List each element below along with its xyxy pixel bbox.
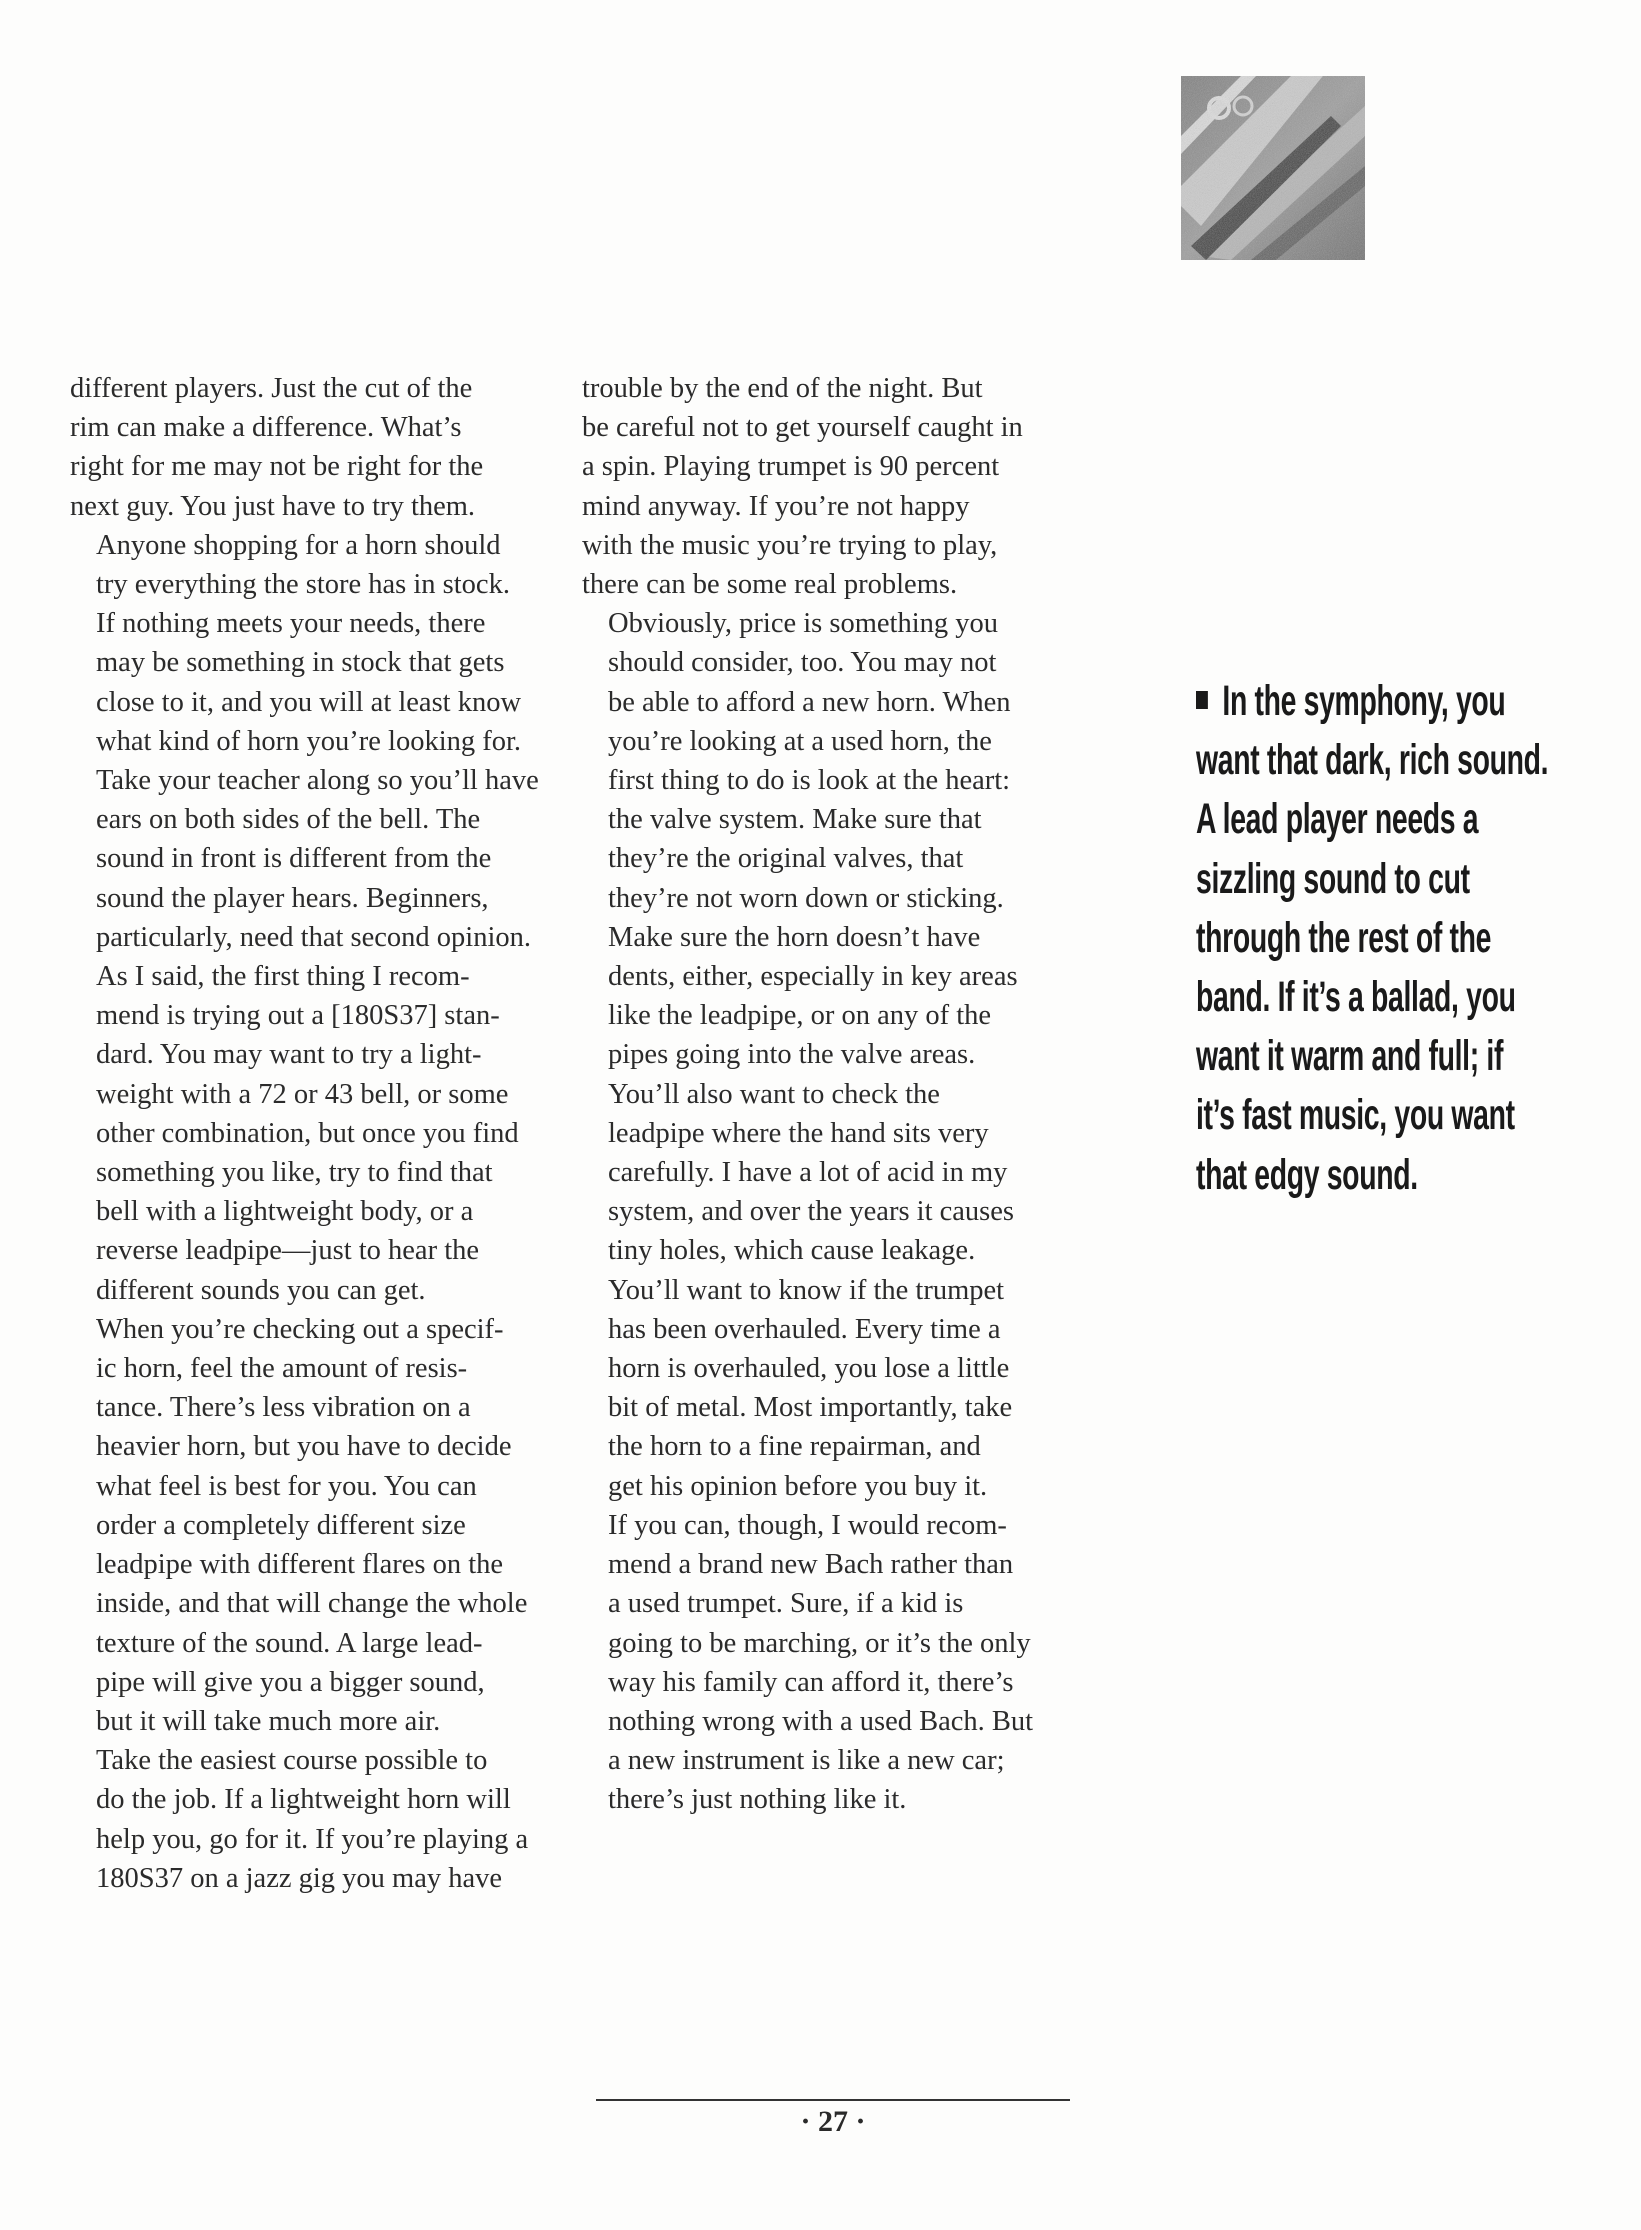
middle-text-column (582, 369, 1072, 1820)
text-line: tance. There’s less vibration on a (96, 1392, 471, 1424)
text-line: sound in front is different from the (96, 843, 492, 875)
text-line: You’ll want to know if the trumpet (608, 1274, 1005, 1306)
text-line: particularly, need that second opinion. (96, 921, 532, 953)
paragraph (582, 1075, 1072, 1506)
pull-quote-line: it’s fast music, you want (1196, 1091, 1515, 1140)
pull-quote-line (1196, 672, 1506, 731)
pull-quote-line: sizzling sound to cut (1196, 854, 1470, 903)
text-line: the valve system. Make sure that (608, 804, 982, 836)
text-line: help you, go for it. If you’re playing a (96, 1823, 529, 1855)
text-line: order a completely different size (96, 1509, 466, 1541)
text-line: inside, and that will change the whole (96, 1588, 528, 1620)
text-line: get his opinion before you buy it. (608, 1470, 988, 1502)
text-line: Take the easiest course possible to (96, 1745, 488, 1777)
paragraph (582, 604, 1072, 1074)
page-number: · 27 · (800, 2105, 866, 2138)
text-line: Anyone shopping for a horn should (96, 529, 501, 561)
text-line: going to be marching, or it’s the only (608, 1627, 1031, 1659)
text-line: do the job. If a lightweight horn will (96, 1784, 511, 1816)
text-line: dents, either, especially in key areas (608, 961, 1018, 993)
text-line: mend a brand new Bach rather than (608, 1549, 1014, 1581)
text-line: weight with a 72 or 43 bell, or some (96, 1078, 509, 1110)
paragraph (70, 1741, 560, 1898)
text-line: there can be some real problems. (582, 569, 958, 601)
text-line: like the leadpipe, or on any of the (608, 1000, 992, 1032)
pull-quote-line: that edgy sound. (1196, 1150, 1418, 1199)
pull-quote-line: A lead player needs a (1196, 795, 1479, 844)
text-line: As I said, the first thing I recom- (96, 961, 470, 993)
pull-quote (1196, 672, 1549, 1205)
paragraph (70, 526, 560, 957)
text-line: different players. Just the cut of the (70, 373, 473, 404)
paragraph (70, 957, 560, 1310)
text-line: close to it, and you will at least know (96, 686, 522, 718)
text-line: Obviously, price is something you (608, 608, 998, 640)
text-line: but it will take much more air. (96, 1705, 441, 1737)
text-line: If you can, though, I would recom- (608, 1509, 1007, 1541)
text-line: horn is overhauled, you lose a little (608, 1353, 1010, 1385)
text-line: you’re looking at a used horn, the (608, 725, 992, 757)
text-line: first thing to do is look at the heart: (608, 765, 1011, 797)
text-line: bit of metal. Most importantly, take (608, 1392, 1013, 1424)
text-line: When you’re checking out a specif- (96, 1313, 504, 1345)
text-line: way his family can afford it, there’s (608, 1666, 1014, 1698)
text-line: right for me may not be right for the (70, 451, 484, 483)
text-line: mind anyway. If you’re not happy (582, 490, 970, 522)
pull-quote-line: want that dark, rich sound. (1196, 736, 1549, 785)
text-line: a used trumpet. Sure, if a kid is (608, 1588, 964, 1620)
text-line: try everything the store has in stock. (96, 569, 510, 601)
text-line: ic horn, feel the amount of resis- (96, 1353, 468, 1385)
text-line: they’re not worn down or sticking. (608, 882, 1004, 914)
text-line: dard. You may want to try a light- (96, 1039, 482, 1071)
paragraph (70, 369, 560, 526)
text-line: something you like, try to find that (96, 1157, 493, 1189)
text-line: bell with a lightweight body, or a (96, 1196, 474, 1228)
text-line: tiny holes, which cause leakage. (608, 1235, 976, 1267)
text-line: Take your teacher along so you’ll have (96, 765, 539, 797)
text-line: mend is trying out a [180S37] stan- (96, 1000, 500, 1032)
text-line: texture of the sound. A large lead- (96, 1627, 483, 1659)
text-line: pipes going into the valve areas. (608, 1039, 976, 1071)
text-line: reverse leadpipe—just to hear the (96, 1235, 480, 1267)
text-line: nothing wrong with a used Bach. But (608, 1705, 1034, 1737)
text-line: a new instrument is like a new car; (608, 1745, 1005, 1777)
text-line: Make sure the horn doesn’t have (608, 921, 981, 953)
text-line: next guy. You just have to try them. (70, 490, 476, 522)
trumpet-photo-thumbnail (1181, 76, 1365, 260)
text-line: with the music you’re trying to play, (582, 529, 998, 561)
square-bullet-icon (1196, 691, 1208, 709)
text-line: 180S37 on a jazz gig you may have (96, 1862, 503, 1894)
text-line: heavier horn, but you have to decide (96, 1431, 512, 1463)
pull-quote-text: In the symphony, you (1222, 677, 1506, 725)
left-text-column (70, 369, 560, 1898)
text-line: leadpipe with different flares on the (96, 1549, 504, 1581)
text-line: You’ll also want to check the (608, 1078, 940, 1110)
text-line: system, and over the years it causes (608, 1196, 1014, 1228)
text-line: pipe will give you a bigger sound, (96, 1666, 485, 1698)
paragraph (582, 369, 1072, 604)
paragraph (582, 1506, 1072, 1820)
text-line: ears on both sides of the bell. The (96, 804, 481, 836)
text-line: different sounds you can get. (96, 1274, 426, 1306)
text-line: the horn to a fine repairman, and (608, 1431, 981, 1463)
text-line: trouble by the end of the night. But (582, 373, 983, 404)
text-line: rim can make a difference. What’s (70, 412, 462, 444)
text-line: leadpipe where the hand sits very (608, 1117, 989, 1149)
text-line: other combination, but once you find (96, 1117, 519, 1149)
text-line: should consider, too. You may not (608, 647, 997, 679)
footer-rule (596, 2099, 1070, 2101)
pull-quote-line: want it warm and full; if (1196, 1032, 1504, 1081)
text-line: there’s just nothing like it. (608, 1784, 907, 1816)
text-line: carefully. I have a lot of acid in my (608, 1157, 1008, 1189)
text-line: they’re the original valves, that (608, 843, 964, 875)
paragraph (70, 1310, 560, 1741)
pull-quote-line: through the rest of the (1196, 913, 1492, 962)
text-line: a spin. Playing trumpet is 90 percent (582, 451, 1000, 483)
text-line: be careful not to get yourself caught in (582, 412, 1023, 444)
pull-quote-line: band. If it’s a ballad, you (1196, 973, 1516, 1022)
text-line: what kind of horn you’re looking for. (96, 725, 522, 757)
text-line: If nothing meets your needs, there (96, 608, 486, 640)
text-line: be able to afford a new horn. When (608, 686, 1011, 718)
text-line: may be something in stock that gets (96, 647, 505, 679)
text-line: has been overhauled. Every time a (608, 1313, 1001, 1345)
text-line: what feel is best for you. You can (96, 1470, 477, 1502)
text-line: sound the player hears. Beginners, (96, 882, 489, 914)
